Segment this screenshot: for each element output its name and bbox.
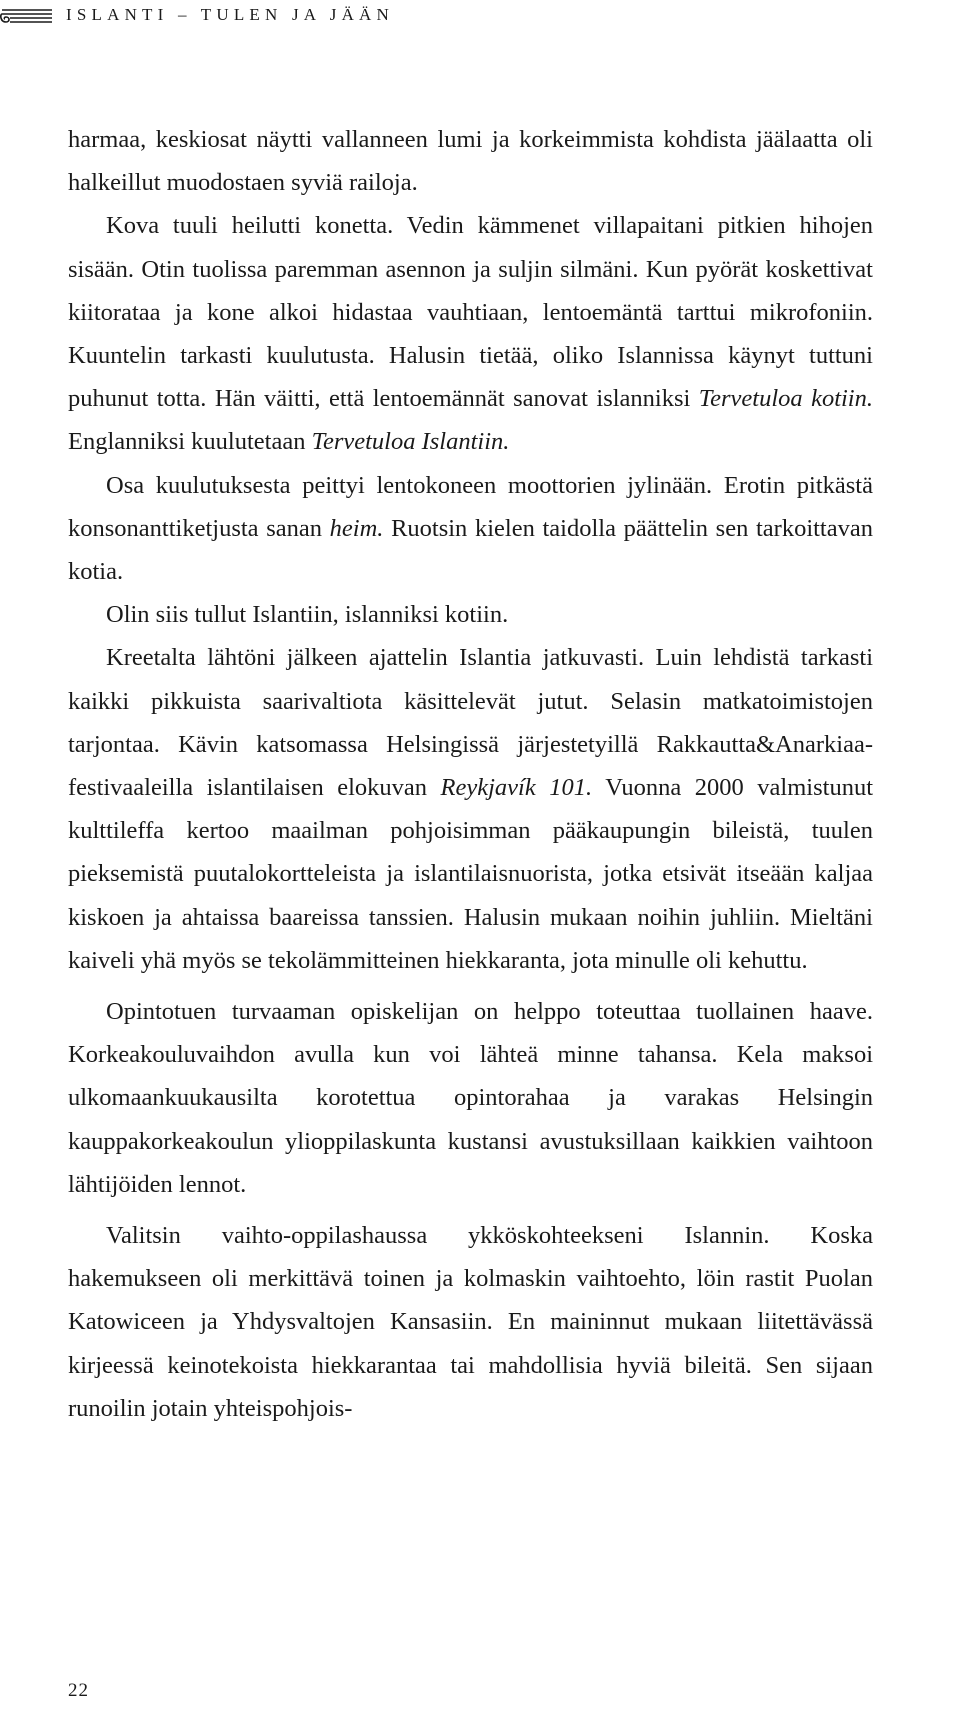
body-text (68, 118, 873, 1430)
italic-text: heim. (329, 514, 384, 542)
running-head-title: ISLANTI – TULEN JA JÄÄN (66, 5, 394, 24)
italic-text: Reykjavík 101. (440, 774, 593, 802)
paragraph (68, 464, 873, 594)
paragraph (68, 636, 873, 982)
text-run: harmaa, keskiosat näytti vallanneen lumi ja korkeimmista kohdista jäälaatta oli halkeillut muodostaen syviä railoja. (68, 126, 873, 197)
text-run: Olin siis tullut Islantiin, islanniksi kotiin. (106, 601, 509, 629)
scroll-line-ornament-icon (0, 5, 54, 25)
paragraph (68, 990, 873, 1206)
page-number: 22 (68, 1680, 89, 1701)
italic-text: Tervetuloa kotiin. (698, 385, 873, 413)
paragraph (68, 204, 873, 463)
text-run: Valitsin vaihto-oppilashaussa ykköskohteekseni Islannin. Koska hakemukseen oli merkittävä toinen ja kolmaskin vaihtoehto, löin rastit Puolan Katowiceen ja Yhdysvaltojen Kansasiin. En maininnut mukaan liitettävässä kirjeessä keinotekoista hiekkarantaa tai mahdollisia hyviä bileitä. Sen sijaan runoilin jotain yhteispohjois- (68, 1222, 873, 1422)
text-run: Vuonna 2000 valmistunut kulttileffa kertoo maailman pohjoisimman pääkaupungin bileistä, tuulen pieksemistä puutalokortteleista ja islantilaisnuorista, jotka etsivät itseään kaljaa kiskoen ja ahtaissa baareissa tanssien. Halusin mukaan noihin juhliin. Mieltäni kaiveli yhä myös se tekolämmitteinen hiekkaranta, jota minulle oli kehuttu. (68, 774, 873, 974)
text-run: Englanniksi kuulutetaan (68, 428, 312, 456)
text-run: Kova tuuli heilutti konetta. Vedin kämmenet villapaitani pitkien hihojen sisään. Otin tuolissa paremman asennon ja suljin silmäni. Kun pyörät koskettivat kiitorataa ja kone alkoi hidastaa vauhtiaan, lentoemäntä tarttui mikrofoniin. Kuuntelin tarkasti kuulutusta. Halusin tietää, oliko Islannissa käynyt tuttuni puhunut totta. Hän väitti, että lentoemännät sanovat islanniksi (68, 212, 873, 413)
paragraph (68, 593, 873, 636)
text-run: Kreetalta lähtöni jälkeen ajattelin Islantia jatkuvasti. Luin lehdistä tarkasti kaikki pikkuista saarivaltiota käsittelevät jutut. Selasin matkatoimistojen tarjontaa. Kävin katsomassa Helsingissä järjestetyillä Rakkautta&Anarkiaa-festivaaleilla islantilaisen elokuvan (68, 644, 873, 802)
text-run: Osa kuulutuksesta peittyi lentokoneen moottorien jylinään. Erotin pitkästä konsonanttiketjusta sanan (68, 471, 873, 542)
running-head (0, 2, 394, 28)
paragraph (68, 118, 873, 204)
text-run: Ruotsin kielen taidolla päättelin sen tarkoittavan kotia. (68, 514, 873, 586)
italic-text: Tervetuloa Islantiin. (311, 428, 510, 456)
text-run: Opintotuen turvaaman opiskelijan on helppo toteuttaa tuollainen haave. Korkeakouluvaihdon avulla kun voi lähteä minne tahansa. Kela maksoi ulkomaankuukausilta korotettua opintorahaa ja varakas Helsingin kauppakorkeakoulun ylioppilaskunta kustansi avustuksillaan kaikkien vaihtoon lähtijöiden lennot. (68, 998, 873, 1198)
paragraph (68, 1214, 873, 1430)
